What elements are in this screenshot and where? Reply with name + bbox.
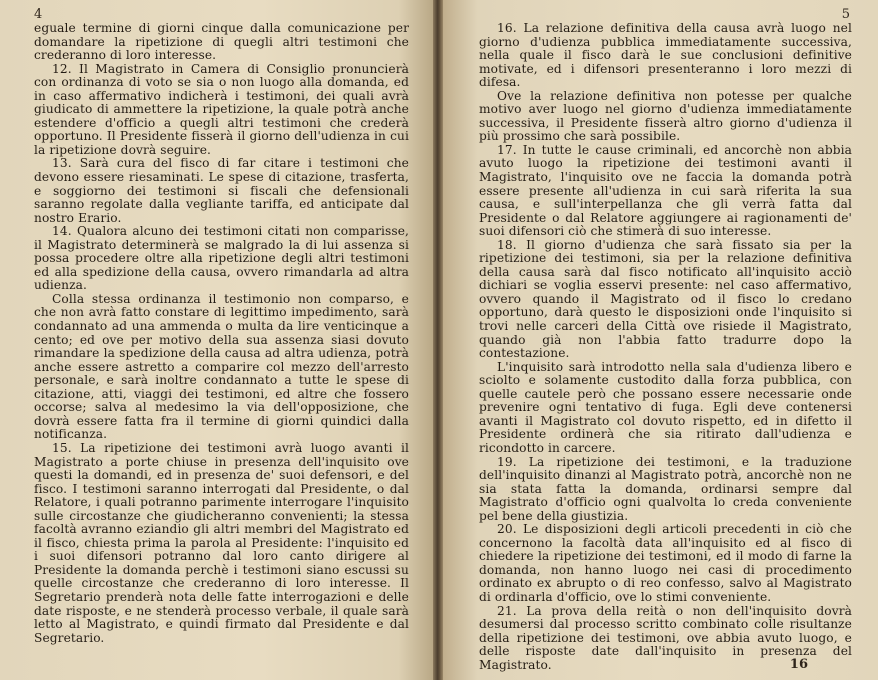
paragraph: 18. Il giorno d'udienza che sarà fissato sia per la ripetizione dei testimoni, sia per la relazione definitiva della causa sarà dal fisco notificato all'inquisito acciò dichiari se voglia esservi presente: nel caso affermativo, ovvero quando il Magistrato od il fisco lo credano opportuno, darà questo le disposizioni onde l'inquisito si trovi nelle carceri della Città ove risiede il Magistrato, quando già non l'abbia fatto tradurre dopo la contestazione. <box>479 237 852 361</box>
paragraph: eguale termine di giorni cinque dalla comunicazione per domandare la ripetizione di quegli altri testimoni che crederanno di loro interesse. <box>34 21 409 63</box>
paragraph: 12. Il Magistrato in Camera di Consiglio pronuncierà con ordinanza di voto se sia o non luogo alla domanda, ed in caso affermativo indicherà i testimoni, dei quali avrà giudicato di ammettere la ripetizione, la quale potrà anche estendere d'officio a quegli altri testimoni che crederà opportuno. Il Presidente fisserà il giorno dell'udienza in cui la ripetizione dovrà seguire. <box>34 61 409 157</box>
right-page-text <box>479 22 852 672</box>
left-page <box>0 0 433 680</box>
paragraph: 14. Qualora alcuno dei testimoni citati non comparisse, il Magistrato determinerà se malgrado la di lui assenza si possa procedere oltre alla ripetizione degli altri testimoni ed alla spedizione della causa, ovvero rimandarla ad altra udienza. <box>34 224 409 293</box>
signature-mark: 16 <box>789 657 808 673</box>
page-number: 5 <box>841 7 850 22</box>
paragraph: L'inquisito sarà introdotto nella sala d'udienza libero e sciolto e solamente custodito dalla forza pubblica, con quelle cautele però che possano essere necessarie onde prevenire ogni tentativo di fuga. Egli deve contenersi avanti il Magistrato col dovuto rispetto, ed in difetto il Presidente ordinerà che sia ritirato dall'udienza e ricondotto in carcere. <box>479 359 852 455</box>
right-page <box>443 0 878 680</box>
paragraph: Colla stessa ordinanza il testimonio non comparso, e che non avrà fatto constare di legittimo impedimento, sarà condannato ad una ammenda o multa da lire venticinque a cento; ed ove per motivo della sua assenza siasi dovuto rimandare la spedizione della causa ad altra udienza, potrà anche essere astretto a comparire col mezzo dell'arresto personale, e sarà inoltre condannato a tutte le spese di citazione, atti, viaggi dei testimoni, ed altre che fossero occorse; salva al medesimo la via dell'opposizione, che dovrà essere fatta fra il termine di giorni quindici dalla notificanza. <box>34 291 409 442</box>
book-gutter <box>433 0 443 680</box>
paragraph: 16. La relazione definitiva della causa avrà luogo nel giorno d'udienza pubblica immediatamente successiva, nella quale il fisco darà le sue conclusioni definitive motivate, ed i difensori presenteranno i loro mezzi di difesa. <box>479 21 852 90</box>
page-number: 4 <box>34 7 43 22</box>
paragraph: Ove la relazione definitiva non potesse per qualche motivo aver luogo nel giorno d'udienza immediatamente successiva, il Presidente fisserà altro giorno d'udienza il più prossimo che sarà possibile. <box>479 88 852 144</box>
left-page-text <box>34 22 409 645</box>
paragraph: 20. Le disposizioni degli articoli precedenti in ciò che concernono la facoltà data all'inquisito ed al fisco di chiedere la ripetizione dei testimoni, ed il modo di farne la domanda, non hanno luogo nei casi di procedimento ordinato ex abrupto o di reo confesso, salvo al Magistrato di ordinarla d'officio, ove lo stimi conveniente. <box>479 522 852 604</box>
paragraph: 17. In tutte le cause criminali, ed ancorchè non abbia avuto luogo la ripetizione dei testimoni avanti il Magistrato, l'inquisito ove ne faccia la domanda potrà essere presente all'udienza in cui sarà riferita la sua causa, e sull'interpellanza che gli verrà fatta dal Presidente o dal Relatore aggiungere ai ragionamenti de' suoi difensori ciò che stimerà di suo interesse. <box>479 142 852 239</box>
paragraph: 19. La ripetizione dei testimoni, e la traduzione dell'inquisito dinanzi al Magistrato potrà, ancorchè non ne sia stata fatta la domanda, ordinarsi sempre dal Magistrato d'officio ogni qualvolta lo creda conveniente pel bene della giustizia. <box>479 454 852 523</box>
paragraph: 13. Sarà cura del fisco di far citare i testimoni che devono essere riesaminati. Le spese di citazione, trasferta, e soggiorno dei testimoni si fiscali che defensionali saranno regolate dalla vegliante tariffa, ed anticipate dal nostro Erario. <box>34 156 409 225</box>
paragraph: 21. La prova della reità o non dell'inquisito dovrà desumersi dal processo scritto combinato colle risultanze della ripetizione dei testimoni, ove abbia avuto luogo, e delle risposte date dall'inquisito in presenza del Magistrato. <box>479 603 852 672</box>
paragraph: 15. La ripetizione dei testimoni avrà luogo avanti il Magistrato a porte chiuse in presenza dell'inquisito ove questi la domandi, ed in presenza de' suoi defensori, e del fisco. I testimoni saranno interrogati dal Presidente, o dal Relatore, i quali potranno parimente interrogare l'inquisito sulle circostanze che giudicheranno convenienti; la stessa facoltà avranno eziandio gli altri membri del Magistrato ed il fisco, chiesta prima la parola al Presidente: l'inquisito ed i suoi difensori potranno dal loro canto dirigere al Presidente la domanda perchè i testimoni siano escussi su quelle circostanze che crederanno di loro interesse. Il Segretario prenderà nota delle fatte interrogazioni e delle date risposte, e ne stenderà processo verbale, il quale sarà letto al Magistrato, e quindi firmato dal Presidente e dal Segretario. <box>34 440 409 645</box>
